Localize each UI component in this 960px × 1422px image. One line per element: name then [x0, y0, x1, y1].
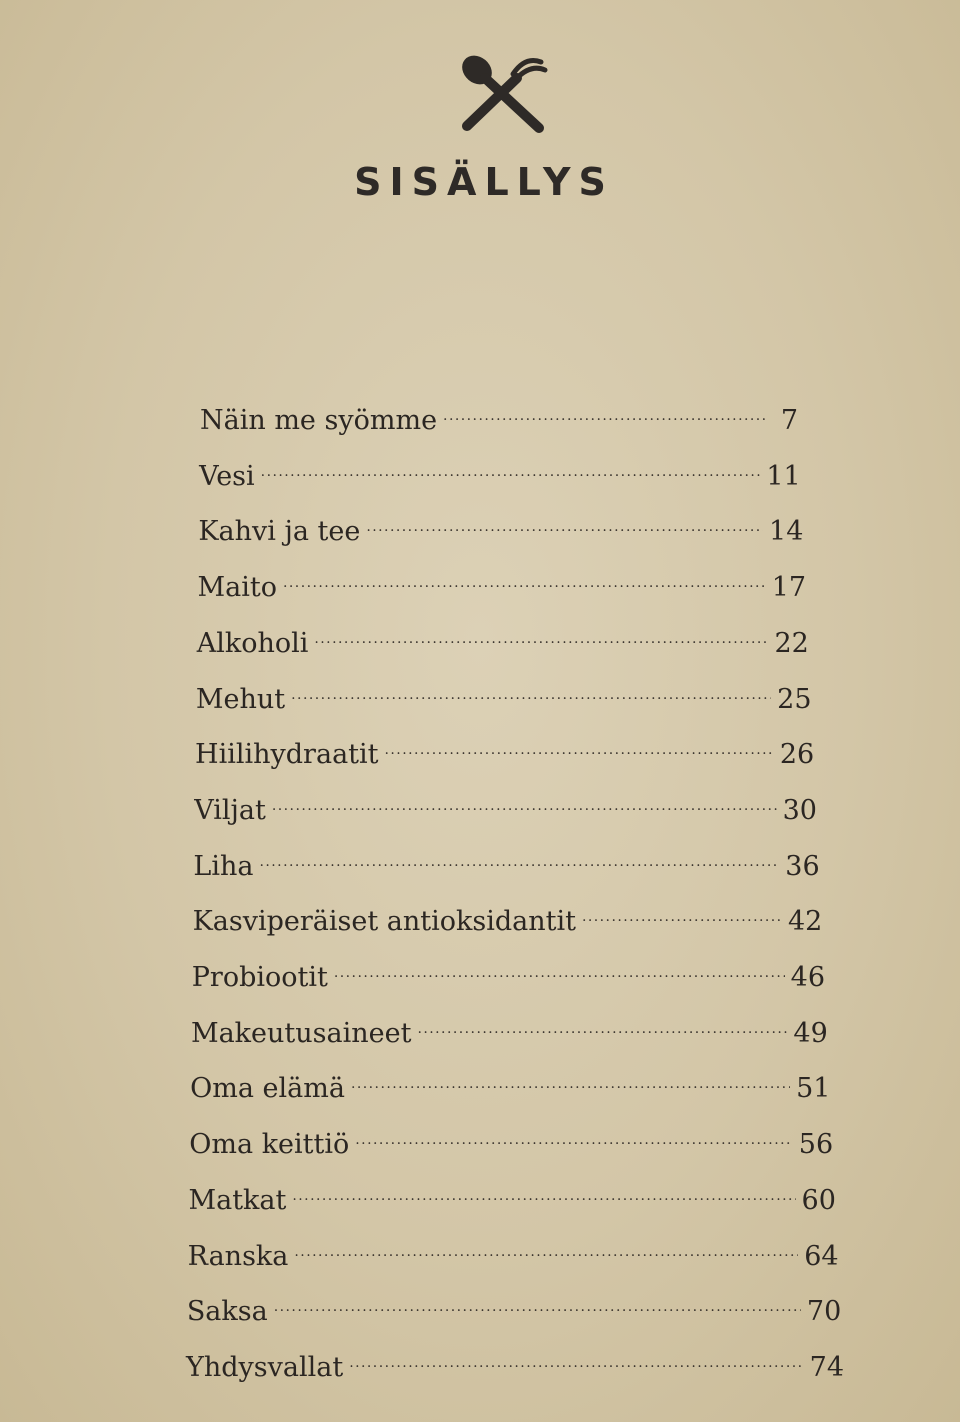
toc-entry-page-number: 11 [766, 460, 801, 492]
dot-leader [355, 1119, 793, 1153]
toc-entry [190, 1063, 830, 1106]
toc-entry-title: Vesi [199, 460, 255, 492]
dot-leader [582, 896, 782, 930]
toc-entry-page-number: 25 [777, 683, 812, 715]
toc-entry-page-number: 36 [785, 850, 820, 882]
dot-leader [274, 1286, 801, 1320]
toc-entry-title: Liha [193, 850, 254, 882]
toc-entry-page-number: 64 [804, 1240, 839, 1272]
toc-entry [186, 1342, 844, 1385]
toc-entry [199, 451, 801, 494]
dot-leader [259, 841, 779, 875]
dot-leader [417, 1008, 787, 1042]
toc-entry-title: Kahvi ja tee [198, 516, 361, 548]
toc-entry-title: Viljat [194, 794, 266, 826]
toc-entry [193, 896, 823, 939]
toc-entry [198, 562, 807, 605]
toc-entry-page-number: 46 [790, 962, 826, 994]
toc-entry-title: Oma keittiö [189, 1129, 350, 1161]
toc-entry-page-number: 14 [769, 516, 804, 548]
toc-entry [193, 841, 819, 884]
toc-entry [189, 1119, 833, 1162]
dot-leader [294, 1231, 798, 1265]
toc-entry [197, 618, 809, 661]
toc-entry-page-number: 49 [793, 1017, 828, 1049]
toc-entry-title: Maito [197, 572, 277, 604]
toc-entry-title: Makeutusaineet [190, 1017, 412, 1049]
toc-entry [192, 952, 825, 995]
toc-entry-title: Probiootit [191, 962, 328, 994]
page-title: SISÄLLYS [354, 160, 614, 204]
toc-entry [195, 729, 814, 772]
toc-entry-title: Saksa [186, 1296, 268, 1328]
toc-entry [198, 506, 803, 549]
toc-entry-title: Hiilihydraatit [195, 739, 379, 771]
dot-leader [385, 729, 774, 763]
dot-leader [349, 1342, 803, 1376]
toc-entry-title: Alkoholi [196, 627, 309, 659]
toc-entry [188, 1231, 839, 1274]
toc-entry [196, 674, 812, 717]
toc-entry-page-number: 22 [774, 627, 809, 659]
dot-leader [292, 1175, 795, 1209]
toc-entry-title: Yhdysvallat [186, 1352, 344, 1383]
toc-entry-title: Oma elämä [190, 1073, 345, 1105]
toc-entry-page-number: 30 [782, 794, 817, 826]
toc-entry-page-number: 17 [771, 572, 807, 604]
dot-leader [334, 952, 785, 986]
toc-entry-title: Näin me syömme [200, 405, 438, 436]
toc-entry-title: Kasviperäiset antioksidantit [192, 906, 576, 938]
toc-entry-page-number: 42 [787, 906, 823, 938]
toc-entry-page-number: 56 [798, 1129, 834, 1161]
toc-entry-page-number: 70 [806, 1296, 842, 1328]
toc-entry-page-number: 51 [796, 1073, 831, 1105]
dot-leader [261, 451, 761, 485]
toc-entry-page-number: 74 [809, 1352, 844, 1383]
dot-leader [351, 1063, 790, 1097]
toc-entry-title: Mehut [195, 683, 286, 715]
dot-leader [443, 395, 766, 429]
toc-entry [191, 1008, 828, 1051]
dot-leader [272, 785, 777, 819]
toc-entry-page-number: 60 [801, 1184, 836, 1216]
toc-entry [188, 1175, 835, 1218]
dot-leader [366, 506, 763, 540]
dot-leader [291, 674, 771, 708]
toc-entry [187, 1286, 841, 1329]
toc-entry [200, 395, 798, 438]
dot-leader [283, 562, 766, 596]
toc-entry-title: Ranska [187, 1240, 289, 1272]
toc-entry [194, 785, 817, 828]
toc-entry-page-number: 26 [779, 739, 815, 771]
dot-leader [314, 618, 768, 652]
toc-entry-title: Matkat [188, 1184, 287, 1216]
toc-entry-page-number: 7 [780, 405, 798, 436]
